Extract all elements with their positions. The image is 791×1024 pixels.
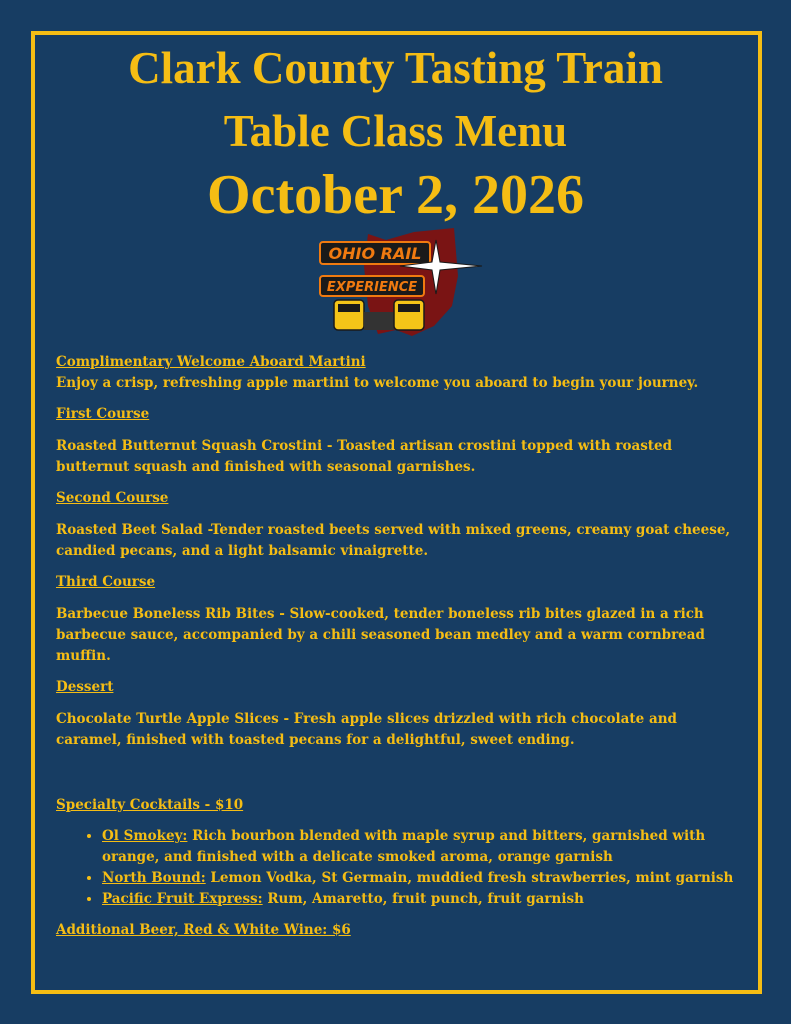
- third-course-heading: Third Course: [56, 574, 156, 590]
- welcome-heading: Complimentary Welcome Aboard Martini: [56, 354, 366, 370]
- menu-date: October 2, 2026: [207, 164, 584, 226]
- list-item: [102, 889, 736, 910]
- cocktail-name: Pacific Fruit Express:: [102, 891, 263, 907]
- second-course-heading: Second Course: [56, 490, 169, 506]
- cocktails-heading: Specialty Cocktails - $10: [56, 797, 244, 813]
- list-item: [102, 868, 736, 889]
- first-course-text: Roasted Butternut Squash Crostini - Toasted artisan crostini topped with roasted butternut squash and finished with seasonal garnishes.: [56, 438, 673, 475]
- third-course-text: Barbecue Boneless Rib Bites - Slow-cooked, tender boneless rib bites glazed in a rich barbecue sauce, accompanied by a chili seasoned bean medley and a warm cornbread muffin.: [56, 606, 705, 664]
- cocktail-name: Ol Smokey:: [102, 828, 188, 844]
- menu-content: [56, 352, 736, 941]
- cocktail-desc: Rich bourbon blended with maple syrup and bitters, garnished with orange, and finished with a delicate smoked aroma, orange garnish: [102, 828, 706, 865]
- list-item: [102, 826, 736, 868]
- cocktail-name: North Bound:: [102, 870, 206, 886]
- ohio-rail-experience-logo: [316, 226, 484, 340]
- cocktails-list: [56, 826, 736, 910]
- logo-text-line-1: OHIO RAIL: [328, 244, 422, 263]
- title-line-2: Table Class Menu: [223, 106, 568, 156]
- additional-drinks: Additional Beer, Red & White Wine: $6: [56, 922, 351, 938]
- logo-text-line-2: EXPERIENCE: [326, 280, 418, 295]
- cocktail-desc: Rum, Amaretto, fruit punch, fruit garnish: [262, 891, 584, 907]
- first-course-heading: First Course: [56, 406, 150, 422]
- cocktail-desc: Lemon Vodka, St Germain, muddied fresh strawberries, mint garnish: [205, 870, 734, 886]
- second-course-text: Roasted Beet Salad -Tender roasted beets served with mixed greens, creamy goat cheese, candied pecans, and a light balsamic vinaigrette.: [56, 522, 731, 559]
- dessert-text: Chocolate Turtle Apple Slices - Fresh apple slices drizzled with rich chocolate and caramel, finished with toasted pecans for a delightful, sweet ending.: [56, 711, 677, 748]
- dessert-heading: Dessert: [56, 679, 114, 695]
- welcome-text: Enjoy a crisp, refreshing apple martini to welcome you aboard to begin your journey.: [56, 375, 699, 391]
- title-line-1: Clark County Tasting Train: [128, 43, 663, 93]
